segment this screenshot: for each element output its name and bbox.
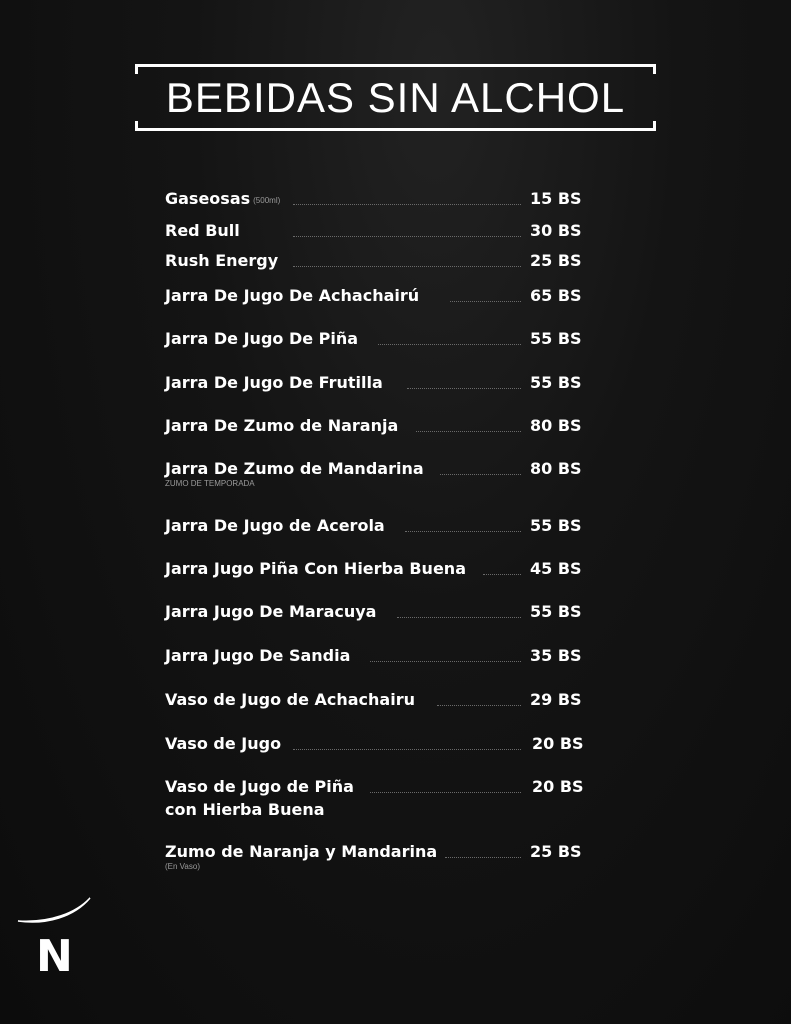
item-price: 30 BS [530,221,582,240]
item-price: 35 BS [530,646,582,665]
item-name: Jarra De Jugo de Acerola [165,516,385,535]
dot-leader [450,301,521,302]
item-price: 55 BS [530,373,582,392]
item-note: (En Vaso) [165,862,200,871]
dot-leader [405,531,521,532]
item-price: 25 BS [530,251,582,270]
menu-item [165,458,585,488]
item-name: Jarra Jugo Piña Con Hierba Buena [165,559,466,578]
menu-item [165,220,585,244]
item-name: Vaso de Jugo de Achachairu [165,690,415,709]
menu-item [165,328,585,352]
item-name: Jarra De Jugo De Piña [165,329,359,348]
dot-leader [293,204,521,205]
dot-leader [416,431,521,432]
dot-leader [293,236,521,237]
item-price: 20 BS [532,777,584,796]
item-price: 29 BS [530,690,582,709]
menu-item [165,285,585,309]
menu-item [165,841,585,871]
item-name: Jarra Jugo De Sandia [165,646,351,665]
item-name: Gaseosas [165,189,251,208]
menu-item [165,415,585,439]
menu-item [165,558,585,582]
item-name: Jarra De Jugo De Achachairú [165,286,420,305]
item-price: 45 BS [530,559,582,578]
dot-leader [370,661,521,662]
menu-item [165,188,585,212]
item-price: 65 BS [530,286,582,305]
item-name-row [165,188,280,212]
dot-leader [293,266,521,267]
logo-letter: N [36,931,73,982]
item-name: Jarra De Zumo de Naranja [165,416,399,435]
item-price: 20 BS [532,734,584,753]
item-size-note: (500ml) [253,196,281,205]
item-name: Vaso de Jugo [165,734,282,753]
item-price: 55 BS [530,602,582,621]
menu-item [165,601,585,625]
item-price: 80 BS [530,416,582,435]
page-title: BEBIDAS SIN ALCHOL [165,74,626,121]
item-name: Rush Energy [165,251,279,270]
menu-item [165,372,585,396]
item-name: Jarra Jugo De Maracuya [165,602,377,621]
item-price: 80 BS [530,459,582,478]
frame-top-border [135,64,656,67]
item-name: Jarra De Jugo De Frutilla [165,373,383,392]
item-name: Red Bull [165,221,240,240]
item-price: 55 BS [530,516,582,535]
item-name-line2: con Hierba Buena [165,800,325,819]
menu-item [165,645,585,669]
dot-leader [440,474,521,475]
dot-leader [397,617,521,618]
item-name: Zumo de Naranja y Mandarina [165,842,438,861]
menu-item [165,776,585,824]
logo-swoosh-icon [16,895,92,935]
item-name: Vaso de Jugo de Piña [165,777,354,796]
dot-leader [437,705,521,706]
brand-logo [16,895,92,985]
item-name: Jarra De Zumo de Mandarina [165,459,424,478]
dot-leader [293,749,521,750]
title-frame [135,64,656,131]
item-price: 25 BS [530,842,582,861]
dot-leader [445,857,521,858]
menu-item [165,733,585,757]
frame-bottom-border [135,128,656,131]
menu-item [165,515,585,539]
menu-item [165,250,585,274]
item-price: 55 BS [530,329,582,348]
item-price: 15 BS [530,189,582,208]
dot-leader [378,344,521,345]
item-note: ZUMO DE TEMPORADA [165,479,255,488]
dot-leader [370,792,521,793]
dot-leader [483,574,521,575]
dot-leader [407,388,521,389]
menu-item [165,689,585,713]
